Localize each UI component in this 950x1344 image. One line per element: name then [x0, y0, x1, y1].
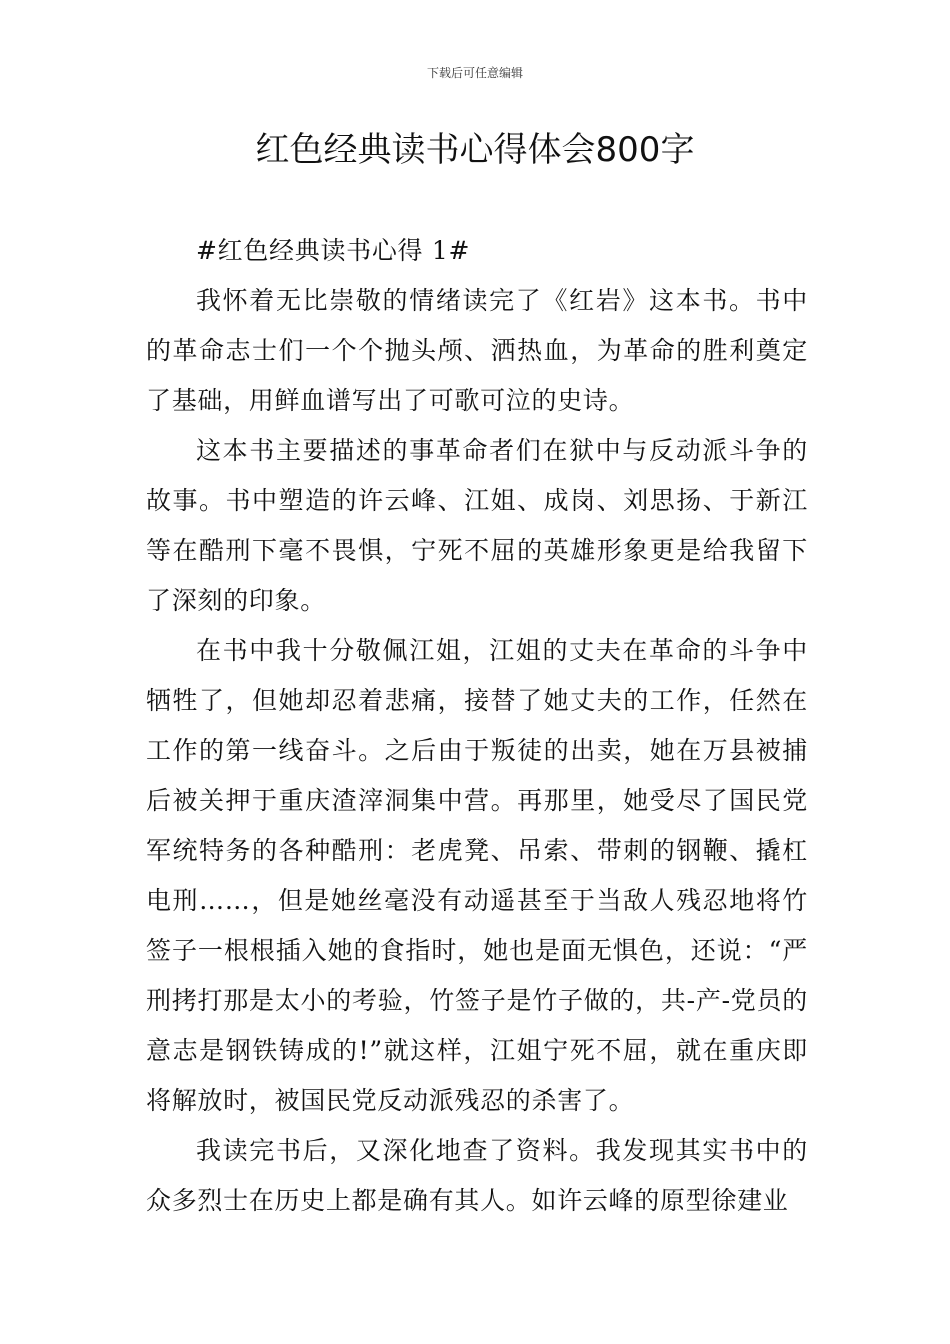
document-body	[146, 226, 808, 1226]
header-note: 下载后可任意编辑	[426, 66, 523, 80]
paragraph: 我怀着无比崇敬的情绪读完了《红岩》这本书。书中的革命志士们一个个抛头颅、洒热血，为革命的胜利奠定了基础，用鲜血谱写出了可歌可泣的史诗。	[146, 286, 808, 415]
paragraph: 我读完书后，又深化地查了资料。我发现其实书中的众多烈士在历史上都是确有其人。如许云峰的原型徐建业	[146, 1136, 808, 1215]
paragraph: 这本书主要描述的事革命者们在狱中与反动派斗争的故事。书中塑造的许云峰、江姐、成岗、刘思扬、于新江等在酷刑下毫不畏惧，宁死不屈的英雄形象更是给我留下了深刻的印象。	[146, 436, 808, 615]
document-title: 红色经典读书心得体会800字	[255, 130, 695, 170]
paragraph: 在书中我十分敬佩江姐，江姐的丈夫在革命的斗争中牺牲了，但她却忍着悲痛，接替了她丈夫的工作，任然在工作的第一线奋斗。之后由于叛徒的出卖，她在万县被捕后被关押于重庆渣滓洞集中营。再那里，她受尽了国民党军统特务的各种酷刑：老虎凳、吊索、带刺的钢鞭、撬杠电刑……，但是她丝毫没有动遥甚至于当敌人残忍地将竹签子一根根插入她的食指时，她也是面无惧色，还说：“严刑拷打那是太小的考验，竹签子是竹子做的，共-产-党员的意志是钢铁铸成的!”就这样，江姐宁死不屈，就在重庆即将解放时，被国民党反动派残忍的杀害了。	[146, 636, 808, 1115]
section-heading: #红色经典读书心得 1#	[196, 236, 471, 265]
